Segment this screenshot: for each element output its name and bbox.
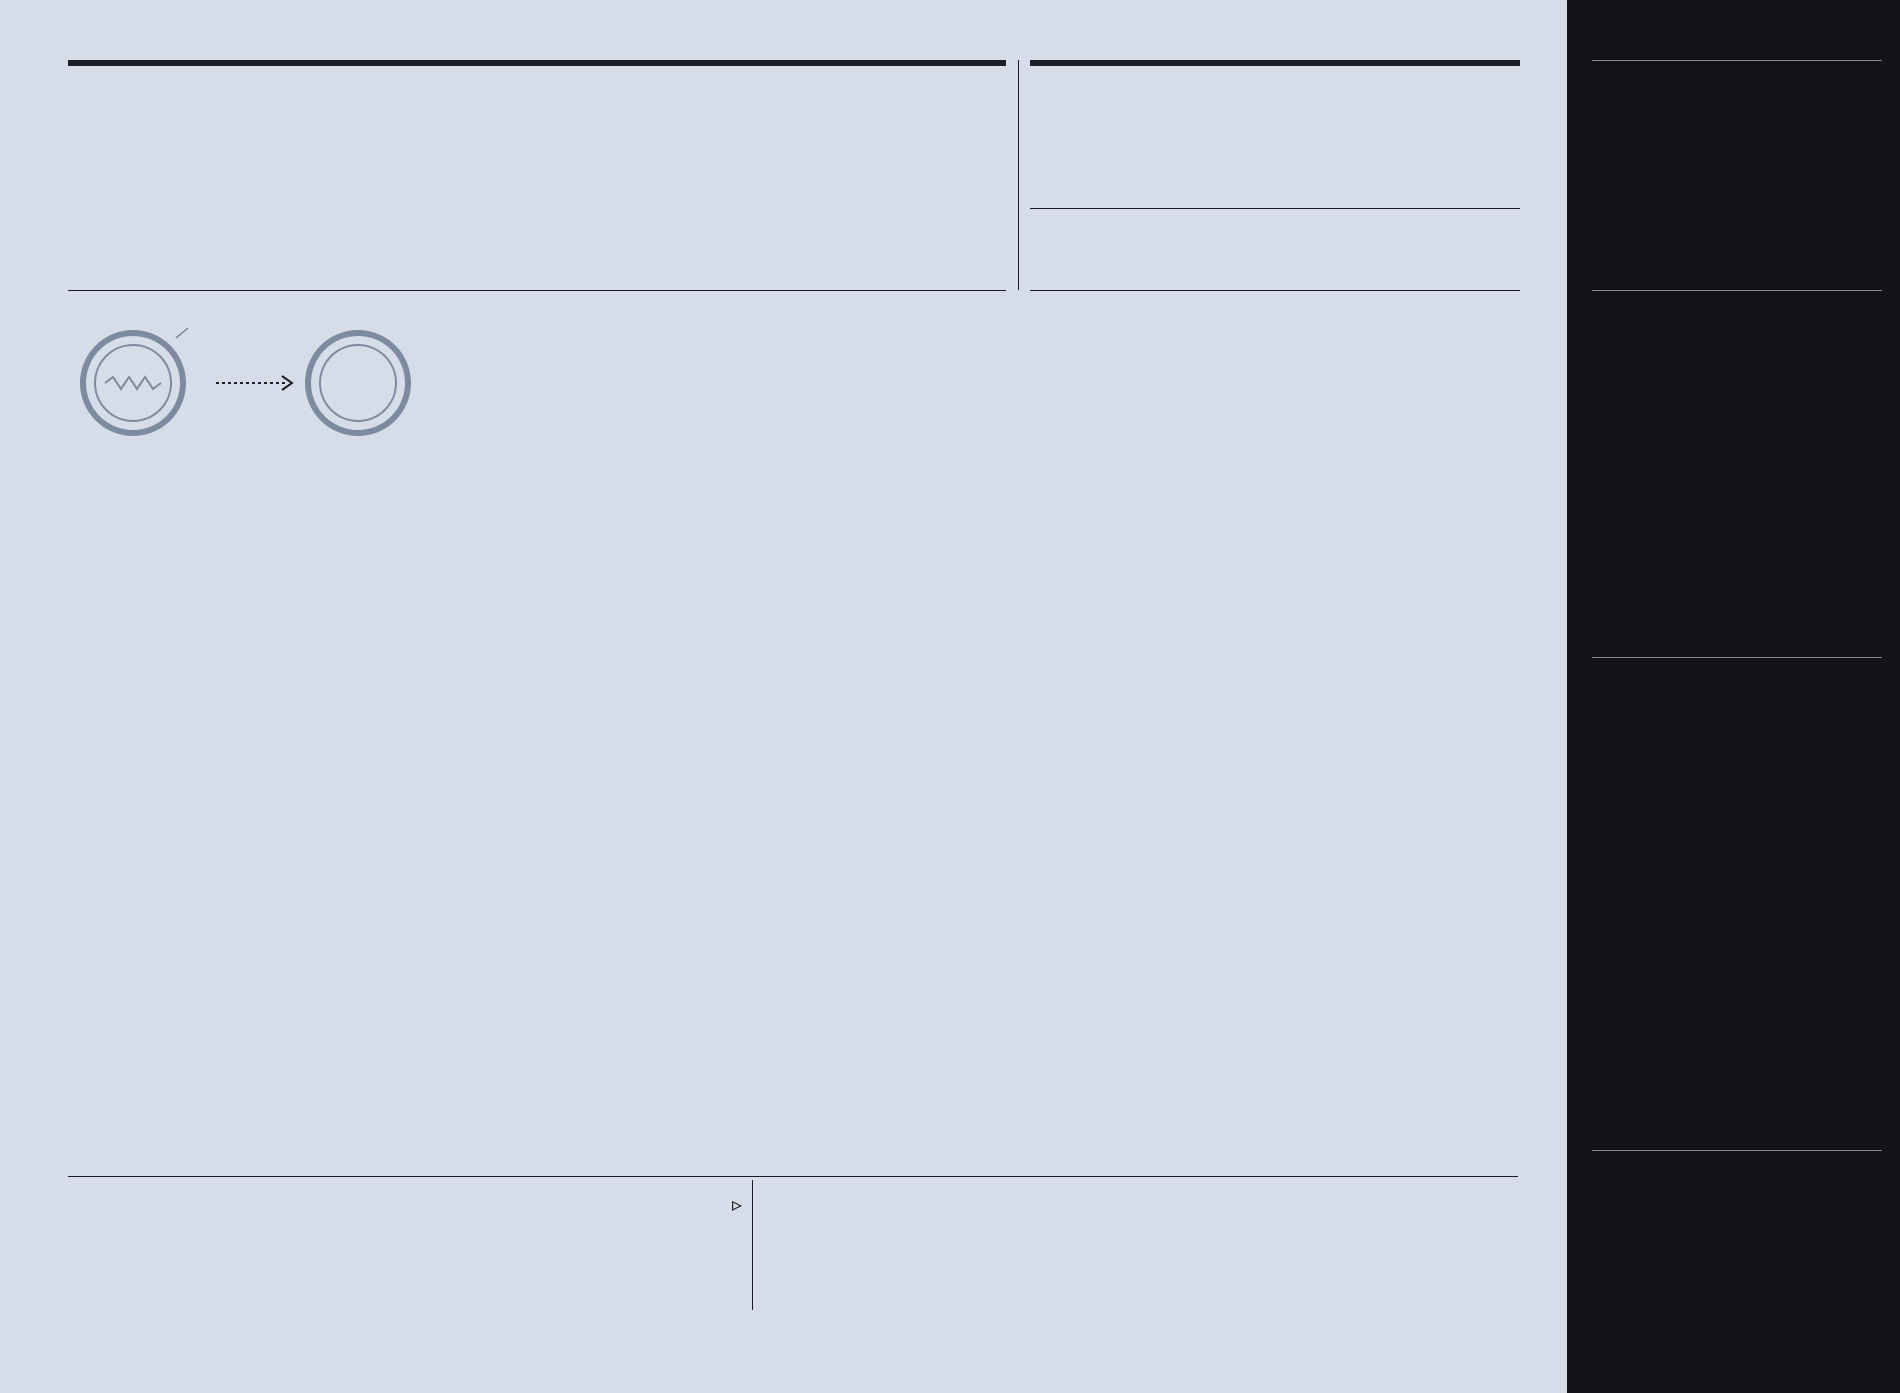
sidebar-rule-4 <box>1592 1150 1882 1151</box>
triangle-right-icon: ▷ <box>732 1198 743 1212</box>
byline <box>1030 230 1510 248</box>
sidebar-rule-2 <box>1592 290 1882 291</box>
share-area-chart <box>755 1180 1555 1315</box>
share-divider <box>752 1180 753 1310</box>
header-rule-right <box>1030 60 1520 66</box>
sidebar-top-rule <box>1592 60 1882 61</box>
sidebar <box>1567 0 1900 1393</box>
intro-rule <box>1030 208 1520 209</box>
bottom-rule <box>68 1176 1518 1177</box>
lineage-chart <box>60 300 1540 1180</box>
share-label <box>625 1197 743 1214</box>
header-bottom-rule-left <box>68 290 1006 291</box>
header-rule-left <box>68 60 1006 66</box>
people-spread-diagram <box>1592 450 1882 610</box>
header-divider <box>1018 60 1019 290</box>
sidebar-rule-3 <box>1592 657 1882 658</box>
header-bottom-rule-right <box>1030 290 1520 291</box>
